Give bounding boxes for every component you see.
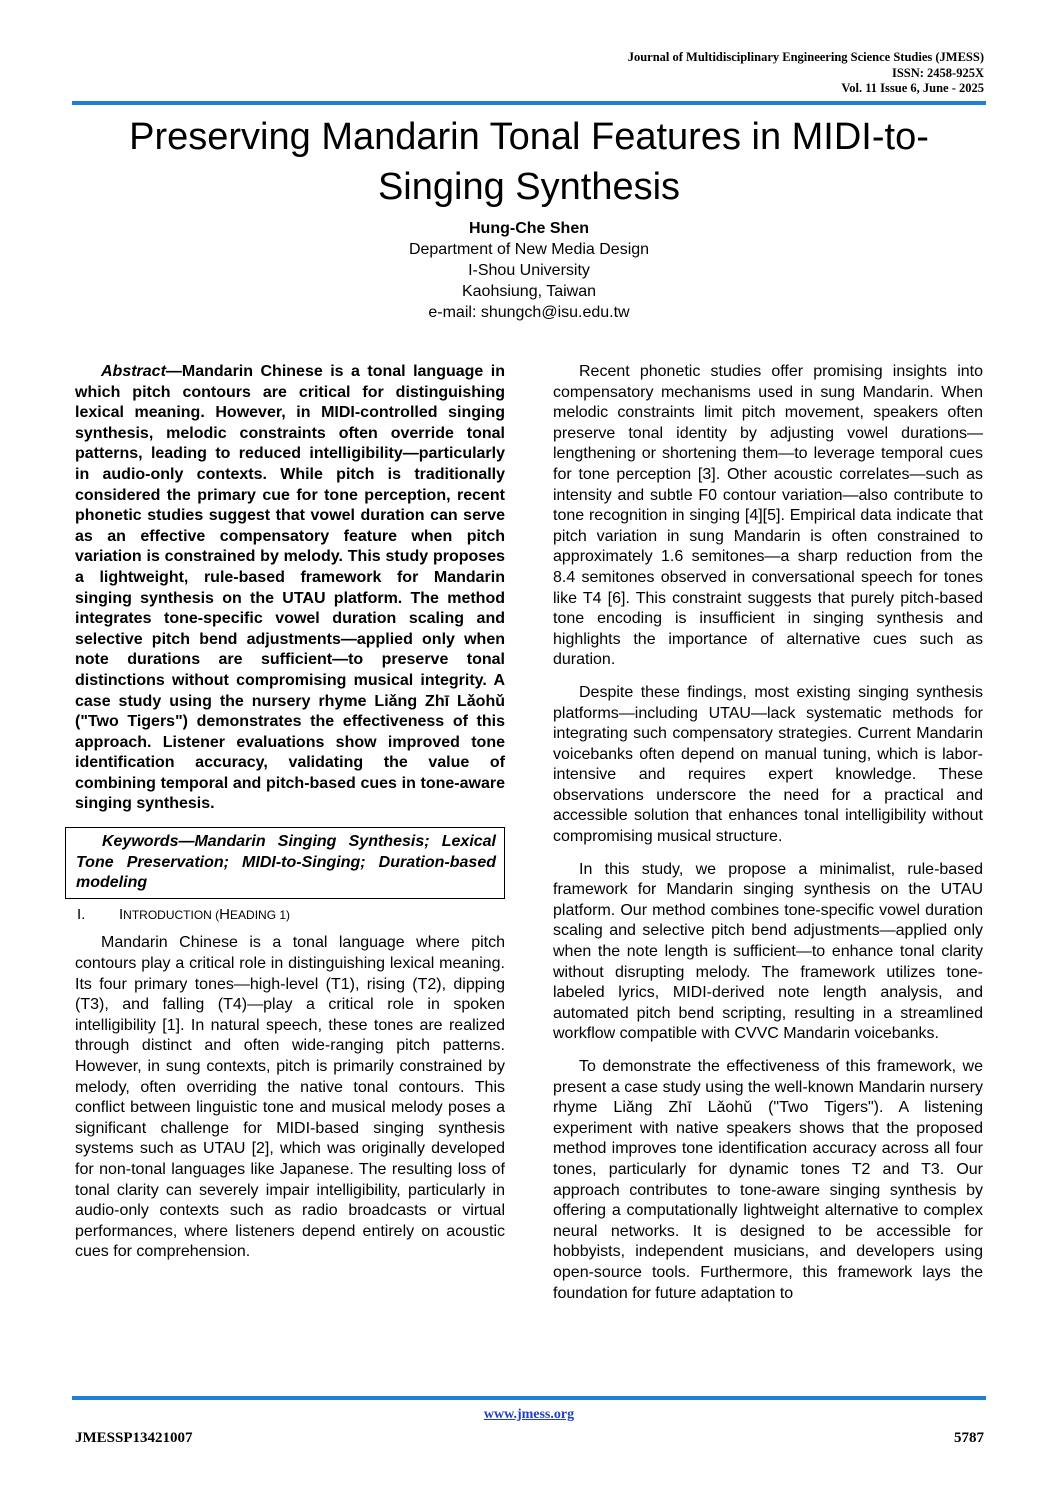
author-name: Hung-Che Shen	[469, 220, 589, 237]
header-rule	[72, 101, 986, 105]
journal-issn: ISSN: 2458-925X	[891, 65, 984, 80]
section-number: I.	[77, 905, 86, 923]
author-department: Department of New Media Design	[408, 241, 650, 258]
author-location: Kaohsiung, Taiwan	[461, 283, 597, 300]
section-heading: I. INTRODUCTION (HEADING 1)	[75, 905, 505, 926]
journal-name: Journal of Multidisciplinary Engineering Science Studies (JMESS)	[627, 50, 984, 64]
author-email: e-mail: shungch@isu.edu.tw	[428, 304, 630, 321]
journal-volume: Vol. 11 Issue 6, June - 2025	[841, 81, 984, 95]
abstract-text: —Mandarin Chinese is a tonal language in which pitch contours are critical for distinguishing lexical meaning. However, in MIDI-controlled singing synthesis, melodic constraints often override tonal patterns, leading to reduced intelligibility—particularly in audio-only contexts. While pitch is traditionally considered the primary cue for tone perception, recent phonetic studies suggest that vowel duration can serve as an effective compensatory feature when pitch variation is constrained by melody. This study proposes a lightweight, rule-based framework for Mandarin singing synthesis on the UTAU platform. The method integrates tone-specific vowel duration scaling and selective pitch bend adjustments—applied only when note durations are sufficient—to preserve tonal distinctions without compromising musical integrity. A case study using the nursery rhyme Liǎng Zhī Lǎohǔ ("Two Tigers") demonstrates the effectiveness of this approach. Listener evaluations show improved tone identification accuracy, validating the value of combining temporal and pitch-based cues in tone-aware singing synthesis.	[75, 363, 505, 813]
author-block	[72, 218, 986, 323]
abstract	[75, 362, 505, 815]
paper-title: Preserving Mandarin Tonal Features in MIDI-to-Singing Synthesis	[129, 116, 929, 208]
paragraph-existing-platforms: Despite these findings, most existing singing synthesis platforms—including UTAU—lack systematic methods for integrating such compensatory strategies. Current Mandarin voicebanks often depend on manual tuning, which is labor-intensive and requires expert knowledge. These observations underscore the need for a practical and accessible solution that enhances tonal intelligibility without compromising musical structure.	[553, 683, 983, 846]
author-university: I-Shou University	[468, 262, 590, 279]
left-column	[75, 362, 505, 1275]
right-column	[553, 362, 983, 1316]
paragraph-phonetic-studies: Recent phonetic studies offer promising insights into compensatory mechanisms used in sung Mandarin. When melodic constraints limit pitch movement, speakers often preserve tonal identity by adjusting vowel durations—lengthening or shortening them—to leverage temporal cues for tone perception [3]. Other acoustic correlates—such as intensity and subtle F0 contour variation—also contribute to tone recognition in singing [4][5]. Empirical data indicate that pitch variation in sung Mandarin is often constrained to approximately 1.6 semitones—a sharp reduction from the 8.4 semitones observed in conversational speech for tones like T4 [6]. This constraint suggests that purely pitch-based tone encoding is insufficient in singing synthesis and highlights the importance of alternative cues such as duration.	[553, 363, 983, 669]
paragraph-case-study: To demonstrate the effectiveness of this framework, we present a case study using the well-known Mandarin nursery rhyme Liǎng Zhī Lǎohǔ ("Two Tigers"). A listening experiment with native speakers shows that the proposed method improves tone identification accuracy across all four tones, particularly for dynamic tones T2 and T3. Our approach contributes to tone-aware singing synthesis by offering a computationally lightweight alternative to complex neural networks. It is designed to be accessible for hobbyists, independent musicians, and developers using open-source tools. Furthermore, this framework lays the foundation for future adaptation to	[553, 1058, 983, 1302]
footer-link[interactable]: www.jmess.org	[483, 1407, 575, 1422]
journal-header	[628, 50, 984, 97]
intro-paragraph: Mandarin Chinese is a tonal language where pitch contours play a critical role in distinguishing lexical meaning. Its four primary tones—high-level (T1), rising (T2), dipping (T3), and falling (T4)—play a critical role in spoken intelligibility [1]. In natural speech, these tones are realized through distinct and often wide-ranging pitch patterns. However, in sung contexts, pitch is primarily constrained by melody, often overriding the native tonal contours. This conflict between linguistic tone and musical melody poses a significant challenge for MIDI-based singing synthesis systems such as UTAU [2], which was originally developed for non-tonal languages like Japanese. The resulting loss of tonal clarity can severely impair intelligibility, particularly in audio-only contexts such as radio broadcasts or virtual performances, where listeners depend entirely on acoustic cues for comprehension.	[75, 934, 505, 1261]
page-number: 5787	[954, 1430, 984, 1446]
abstract-lead: Abstract	[101, 363, 166, 380]
footer-rule	[72, 1396, 986, 1400]
paper-id: JMESSP13421007	[75, 1430, 193, 1446]
paragraph-proposal: In this study, we propose a minimalist, rule-based framework for Mandarin singing synthesis on the UTAU platform. Our method combines tone-specific vowel duration scaling and selective pitch bend adjustments—applied only when the note length is sufficient—to enhance tonal clarity without disrupting melody. The framework utilizes tone-labeled lyrics, MIDI-derived note length analysis, and automated pitch bend scripting, resulting in a streamlined workflow compatible with CVVC Mandarin voicebanks.	[553, 860, 983, 1043]
keywords-box: Keywords—Mandarin Singing Synthesis; Lexical Tone Preservation; MIDI-to-Singing; Duration-based modeling	[65, 827, 505, 899]
